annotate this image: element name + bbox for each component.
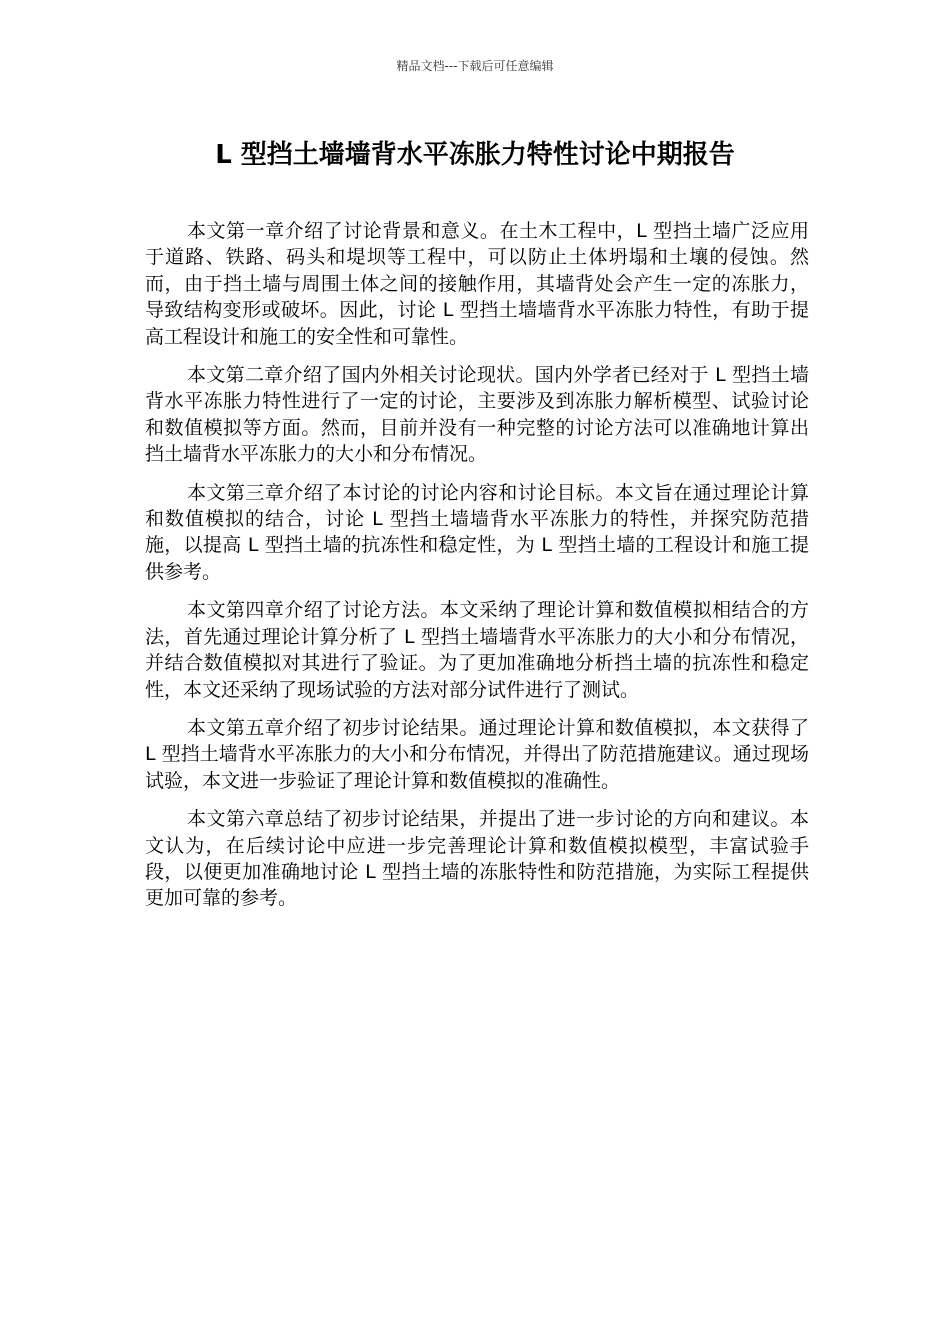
page-header: 精品文档---下载后可任意编辑 xyxy=(396,59,554,73)
document-body xyxy=(145,218,809,924)
page-title: L 型挡土墙墙背水平冻胀力特性讨论中期报告 xyxy=(215,140,735,170)
paragraph-chapter-1: 本文第一章介绍了讨论背景和意义。在土木工程中，L 型挡土墙广泛应用于道路、铁路、码头和堤坝等工程中，可以防止土体坍塌和土壤的侵蚀。然而，由于挡土墙与周围土体之间的接触作用，其墙背处会产生一定的冻胀力，导致结构变形或破坏。因此，讨论 L 型挡土墙墙背水平冻胀力特性，有助于提高工程设计和施工的安全性和可靠性。 xyxy=(145,220,809,348)
paragraph-chapter-5: 本文第五章介绍了初步讨论结果。通过理论计算和数值模拟，本文获得了 L 型挡土墙背水平冻胀力的大小和分布情况，并得出了防范措施建议。通过现场试验，本文进一步验证了理论计算和数值模拟的准确性。 xyxy=(145,716,809,792)
paragraph-chapter-6: 本文第六章总结了初步讨论结果，并提出了进一步讨论的方向和建议。本文认为，在后续讨论中应进一步完善理论计算和数值模拟模型，丰富试验手段，以便更加准确地讨论 L 型挡土墙的冻胀特性和防范措施，为实际工程提供更加可靠的参考。 xyxy=(145,808,809,910)
paragraph-chapter-2: 本文第二章介绍了国内外相关讨论现状。国内外学者已经对于 L 型挡土墙背水平冻胀力特性进行了一定的讨论，主要涉及到冻胀力解析模型、试验讨论和数值模拟等方面。然而，目前并没有一种完整的讨论方法可以准确地计算出挡土墙背水平冻胀力的大小和分布情况。 xyxy=(145,364,809,466)
paragraph-chapter-4: 本文第四章介绍了讨论方法。本文采纳了理论计算和数值模拟相结合的方法，首先通过理论计算分析了 L 型挡土墙墙背水平冻胀力的大小和分布情况，并结合数值模拟对其进行了验证。为了更加准确地分析挡土墙的抗冻性和稳定性，本文还采纳了现场试验的方法对部分试件进行了测试。 xyxy=(145,599,809,701)
paragraph-chapter-3: 本文第三章介绍了本讨论的讨论内容和讨论目标。本文旨在通过理论计算和数值模拟的结合，讨论 L 型挡土墙墙背水平冻胀力的特性，并探究防范措施，以提高 L 型挡土墙的抗冻性和稳定性，为 L 型挡土墙的工程设计和施工提供参考。 xyxy=(145,481,809,583)
